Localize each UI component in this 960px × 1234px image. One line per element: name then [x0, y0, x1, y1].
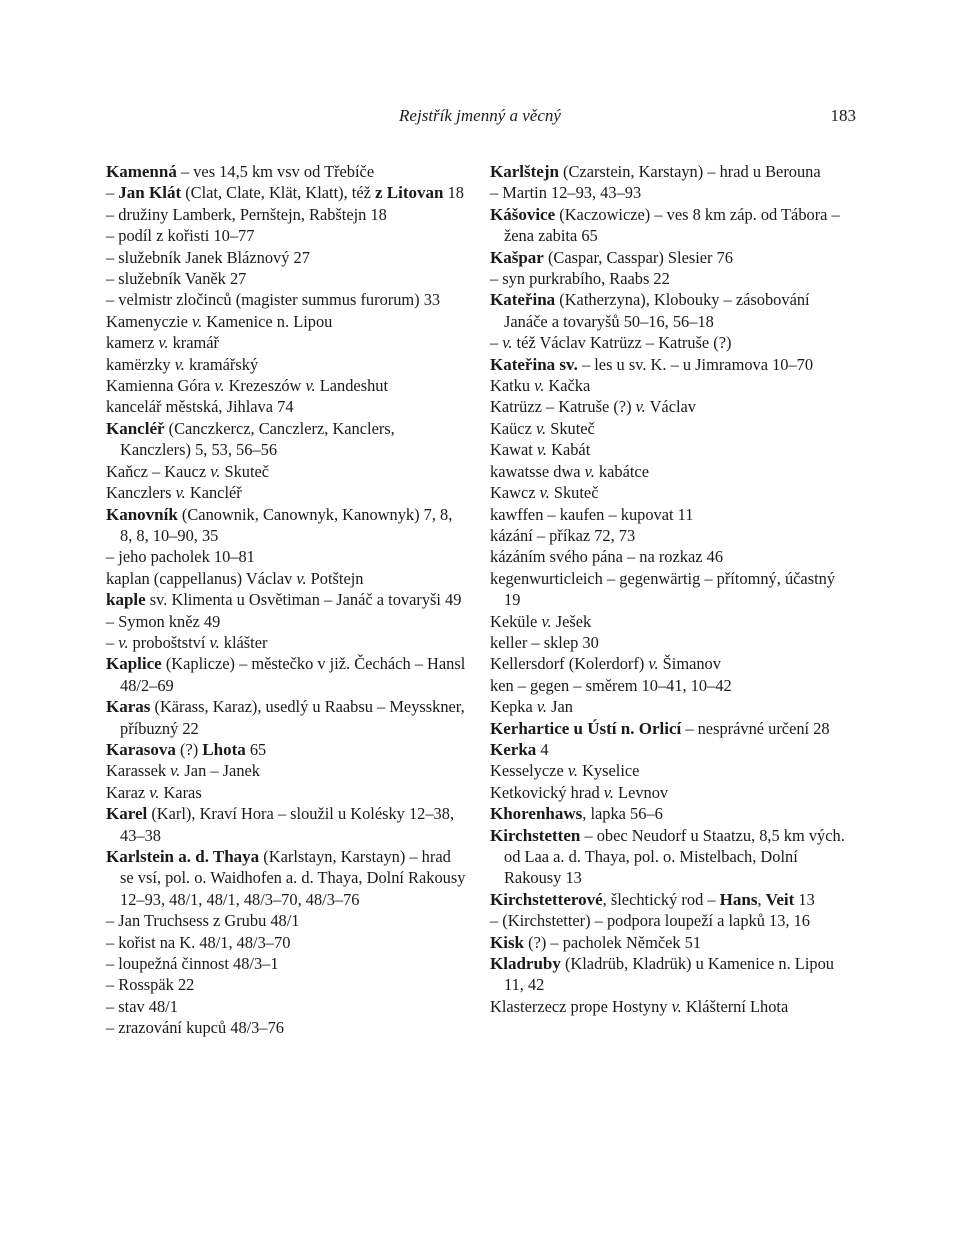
- entry-text: – stav 48/1: [106, 996, 178, 1016]
- entry-text: (?): [175, 739, 203, 759]
- entry-text: Kaňcz – Kaucz: [106, 461, 211, 481]
- entry-text: – velmistr zločinců (magister summus furorum) 33: [106, 290, 441, 310]
- entry-headword: Kanovník: [106, 504, 178, 524]
- index-entry: [490, 782, 852, 803]
- index-entry: [106, 910, 468, 931]
- entry-reference-marker: v.: [209, 632, 220, 652]
- index-entry: [490, 803, 852, 824]
- entry-text: – služebník Vaněk 27: [106, 269, 247, 289]
- index-entry: [106, 696, 468, 739]
- entry-text: – družiny Lamberk, Pernštejn, Rabštejn 18: [106, 204, 387, 224]
- index-entry: [490, 825, 852, 889]
- entry-headword: Kirchstetten: [490, 825, 581, 845]
- entry-text: – obec Neudorf u Staatzu, 8,5 km vých. od Laa a. d. Thaya, pol. o. Mistelbach, Dolní Rakousy 13: [504, 825, 845, 888]
- entry-text: Potštejn: [306, 568, 364, 588]
- index-entry: [490, 910, 852, 931]
- index-entry: [106, 182, 468, 203]
- entry-text: kaplan (cappellanus) Václav: [106, 568, 297, 588]
- index-entry: [490, 546, 852, 567]
- index-entry: [106, 375, 468, 396]
- entry-text: (Karlstayn, Karstayn) – hrad se vsí, pol. o. Waidhofen a. d. Thaya, Dolní Rakousy 12–93, 48/1, 48/1, 48/3–70, 48/3–76: [120, 847, 466, 909]
- index-entry: [106, 611, 468, 632]
- entry-headword: Kateřina sv.: [490, 354, 578, 374]
- entry-reference-marker: v.: [174, 354, 185, 374]
- entry-text: (Clat, Clate, Klät, Klatt), též: [181, 183, 376, 203]
- entry-reference-marker: v.: [296, 568, 307, 588]
- index-entry: [106, 396, 468, 417]
- entry-reference-marker: v.: [535, 418, 547, 438]
- index-entry: [490, 375, 852, 396]
- entry-reference-marker: v.: [175, 483, 186, 503]
- entry-text: Kamienna Góra: [106, 376, 215, 396]
- entry-text: kawffen – kaufen – kupovat 11: [490, 504, 694, 524]
- entry-text: Kamenyczie: [106, 311, 193, 331]
- index-entry: [490, 932, 852, 953]
- index-column-right: [490, 161, 852, 1017]
- entry-text: (Kladrüb, Kladrük) u Kamenice n. Lipou 11, 42: [504, 954, 834, 995]
- entry-text: Kačka: [544, 376, 591, 396]
- index-entry: [106, 974, 468, 995]
- entry-headword: Kladruby: [490, 954, 561, 974]
- entry-text: klášter: [219, 632, 268, 652]
- entry-text: Kancléř: [185, 483, 242, 503]
- entry-headword: Kerka: [490, 739, 537, 759]
- index-entry: [490, 482, 852, 503]
- entry-reference-marker: v.: [170, 761, 181, 781]
- entry-reference-marker: v.: [539, 483, 550, 503]
- index-entry: [106, 161, 468, 182]
- entry-text: Skuteč: [220, 461, 270, 481]
- entry-text: Karassek: [106, 761, 171, 781]
- entry-headword: Kisk: [490, 932, 525, 952]
- index-column-left: [106, 161, 468, 1039]
- index-entry: [490, 653, 852, 674]
- index-entry: [490, 889, 852, 910]
- entry-text: sv. Klimenta u Osvětiman – Janáč a tovaryši 49: [145, 590, 462, 610]
- index-entry: [490, 461, 852, 482]
- entry-text: ken – gegen – směrem 10–41, 10–42: [490, 675, 732, 695]
- index-entry: [106, 932, 468, 953]
- entry-headword: Veit: [765, 889, 795, 909]
- entry-reference-marker: v.: [118, 632, 129, 652]
- entry-text: ,: [757, 889, 766, 909]
- entry-text: kegenwurticleich – gegenwärtig – přítomný, účastný 19: [490, 568, 836, 610]
- entry-reference-marker: v.: [541, 611, 552, 631]
- entry-text: – Rosspäk 22: [106, 975, 195, 995]
- entry-text: Jan – Janek: [180, 761, 260, 781]
- entry-text: (Caspar, Casspar) Slesier 76: [543, 247, 733, 267]
- entry-text: Krezeszów: [224, 376, 306, 396]
- entry-reference-marker: v.: [536, 440, 548, 460]
- entry-reference-marker: v.: [149, 782, 160, 802]
- entry-headword: Jan Klát: [118, 183, 182, 203]
- entry-text: Kanczlers: [106, 483, 176, 503]
- entry-text: Katku: [490, 376, 535, 396]
- entry-text: – jeho pacholek 10–81: [106, 547, 255, 567]
- entry-reference-marker: v.: [210, 461, 221, 481]
- running-title: Rejstřík jmenný a věcný: [399, 106, 561, 125]
- entry-reference-marker: v.: [603, 782, 614, 802]
- entry-text: Katrüzz – Katruše (?): [490, 397, 636, 417]
- entry-text: – zrazování kupců 48/3–76: [106, 1018, 284, 1038]
- index-entry: [106, 354, 468, 375]
- entry-text: – syn purkrabího, Raabs 22: [490, 269, 670, 289]
- entry-headword: Kašpar: [490, 247, 544, 267]
- entry-text: kancelář městská, Jihlava 74: [106, 397, 294, 417]
- index-entry: [106, 589, 468, 610]
- index-entry: [106, 546, 468, 567]
- entry-text: –: [106, 183, 119, 203]
- entry-reference-marker: v.: [536, 697, 548, 717]
- entry-headword: Karel: [106, 804, 148, 824]
- entry-reference-marker: v.: [584, 461, 595, 481]
- entry-text: Ketkovický hrad: [490, 782, 604, 802]
- entry-text: (Karl), Kraví Hora – sloužil u Kolésky 12–38, 43–38: [120, 804, 455, 845]
- index-entry: [490, 204, 852, 247]
- entry-reference-marker: v.: [648, 654, 659, 674]
- entry-text: 13: [794, 889, 815, 909]
- entry-text: 4: [536, 739, 549, 759]
- running-header: [0, 106, 960, 130]
- entry-text: Kepka: [490, 697, 537, 717]
- index-entry: [490, 996, 852, 1017]
- entry-text: (Canczkercz, Canczlerz, Kanclers, Kanczlers) 5, 53, 56–56: [120, 418, 395, 460]
- entry-text: (Katherzyna), Klobouky – zásobování Janáče a tovaryšů 50–16, 56–18: [504, 290, 810, 331]
- entry-headword: z Litovan: [375, 183, 444, 203]
- entry-text: Kamenice n. Lipou: [202, 311, 333, 331]
- entry-reference-marker: v.: [158, 333, 169, 353]
- entry-text: Jan: [547, 697, 573, 717]
- entry-text: – loupežná činnost 48/3–1: [106, 954, 279, 974]
- entry-text: Kellersdorf (Kolerdorf): [490, 654, 649, 674]
- index-entry: [106, 247, 468, 268]
- entry-reference-marker: v.: [671, 996, 682, 1016]
- index-entry: [106, 332, 468, 353]
- index-entry: [106, 760, 468, 781]
- entry-text: – kořist na K. 48/1, 48/3–70: [106, 932, 291, 952]
- entry-text: – služebník Janek Bláznový 27: [106, 247, 310, 267]
- index-entry: [490, 182, 852, 203]
- entry-text: –: [106, 632, 119, 652]
- index-entry: [106, 653, 468, 696]
- entry-text: Kabát: [547, 440, 591, 460]
- entry-text: (Kärass, Karaz), usedlý u Raabsu – Meysskner, příbuzný 22: [120, 697, 465, 738]
- index-entry: [490, 268, 852, 289]
- entry-text: (Kaplicze) – městečko v již. Čechách – Hansl 48/2–69: [120, 654, 466, 695]
- entry-headword: Khorenhaws: [490, 804, 583, 824]
- entry-text: – Martin 12–93, 43–93: [490, 183, 642, 203]
- entry-text: (?) – pacholek Němček 51: [524, 932, 702, 952]
- entry-text: Karaz: [106, 782, 150, 802]
- entry-text: kamerz: [106, 333, 159, 353]
- entry-text: kramář: [168, 333, 219, 353]
- entry-headword: Kaplice: [106, 654, 162, 674]
- index-entry: [490, 525, 852, 546]
- entry-text: kamërzky: [106, 354, 175, 374]
- entry-headword: Lhota: [202, 739, 246, 759]
- index-entry: [106, 803, 468, 846]
- entry-headword: Kášovice: [490, 204, 556, 224]
- entry-text: proboštství: [128, 632, 210, 652]
- entry-text: Ješek: [551, 611, 592, 631]
- entry-text: – podíl z kořisti 10–77: [106, 226, 255, 246]
- entry-text: keller – sklep 30: [490, 632, 599, 652]
- entry-reference-marker: v.: [214, 376, 225, 396]
- index-entry: [490, 504, 852, 525]
- entry-text: Skuteč: [546, 418, 595, 438]
- entry-headword: Hans: [719, 889, 758, 909]
- index-entry: [490, 675, 852, 696]
- page-number: 183: [830, 106, 856, 125]
- entry-text: Kyselice: [577, 761, 640, 781]
- index-entry: [106, 418, 468, 461]
- entry-headword: Karasova: [106, 739, 176, 759]
- entry-text: –: [490, 333, 503, 353]
- index-entry: [490, 439, 852, 460]
- index-entry: [490, 332, 852, 353]
- index-entry: [490, 418, 852, 439]
- entry-text: – nesprávné určení 28: [681, 718, 830, 738]
- entry-headword: Kancléř: [106, 418, 165, 438]
- entry-text: Skuteč: [549, 483, 599, 503]
- index-entry: [106, 1017, 468, 1038]
- index-entry: [106, 461, 468, 482]
- entry-reference-marker: v.: [305, 376, 316, 396]
- entry-text: – Symon kněz 49: [106, 611, 221, 631]
- entry-text: Kawcz: [490, 483, 540, 503]
- index-entry: [490, 739, 852, 760]
- entry-headword: Karas: [106, 697, 151, 717]
- index-entry: [490, 953, 852, 996]
- entry-text: , šlechtický rod –: [602, 889, 720, 909]
- entry-text: (Kaczowicze) – ves 8 km záp. od Tábora – žena zabita 65: [504, 204, 840, 246]
- index-entry: [106, 996, 468, 1017]
- index-entry: [490, 161, 852, 182]
- entry-text: Šimanov: [658, 654, 721, 674]
- index-entry: [490, 247, 852, 268]
- index-entry: [490, 718, 852, 739]
- index-entry: [106, 482, 468, 503]
- entry-text: Levnov: [613, 782, 669, 802]
- entry-text: , lapka 56–6: [582, 804, 663, 824]
- entry-headword: Karlstein a. d. Thaya: [106, 847, 260, 866]
- entry-headword: Kateřina: [490, 290, 556, 310]
- index-entry: [106, 289, 468, 310]
- entry-headword: Kamenná: [106, 162, 177, 181]
- entry-text: Kaücz: [490, 418, 536, 438]
- entry-headword: Kerhartice u Ústí n. Orlicí: [490, 718, 682, 738]
- index-entry: [106, 953, 468, 974]
- entry-text: Václav: [645, 397, 696, 417]
- entry-reference-marker: v.: [635, 397, 646, 417]
- index-entry: [106, 311, 468, 332]
- index-entry: [106, 568, 468, 589]
- index-entry: [490, 568, 852, 611]
- index-entry: [106, 739, 468, 760]
- entry-text: – les u sv. K. – u Jimramova 10–70: [577, 354, 814, 374]
- entry-text: (Czarstein, Karstayn) – hrad u Berouna: [558, 162, 821, 181]
- entry-headword: Karlštejn: [490, 162, 559, 181]
- entry-text: – ves 14,5 km vsv od Třebíče: [176, 162, 375, 181]
- entry-reference-marker: v.: [567, 761, 578, 781]
- index-entry: [490, 632, 852, 653]
- entry-text: (Canownik, Canownyk, Kanownyk) 7, 8, 8, 8, 10–90, 35: [120, 504, 453, 545]
- entry-text: – Jan Truchsess z Grubu 48/1: [106, 911, 300, 931]
- index-entry: [490, 354, 852, 375]
- entry-text: 65: [245, 739, 267, 759]
- index-entry: [490, 760, 852, 781]
- index-entry: [106, 225, 468, 246]
- index-entry: [106, 204, 468, 225]
- entry-text: Klášterní Lhota: [681, 996, 789, 1016]
- index-entry: [106, 782, 468, 803]
- entry-text: kázání – příkaz 72, 73: [490, 525, 636, 545]
- entry-text: též Václav Katrüzz – Katruše (?): [512, 333, 732, 353]
- entry-text: kawatsse dwa: [490, 461, 585, 481]
- index-entry: [106, 268, 468, 289]
- index-entry: [490, 289, 852, 332]
- index-entry: [106, 846, 468, 910]
- index-entry: [490, 611, 852, 632]
- index-entry: [106, 632, 468, 653]
- entry-text: Klasterzecz prope Hostyny: [490, 996, 672, 1016]
- entry-reference-marker: v.: [192, 311, 203, 331]
- entry-headword: Kirchstetterové: [490, 889, 603, 909]
- entry-text: kabátce: [594, 461, 649, 481]
- entry-text: kramářský: [184, 354, 259, 374]
- index-entry: [106, 504, 468, 547]
- entry-text: Kesselycze: [490, 761, 568, 781]
- entry-reference-marker: v.: [502, 333, 513, 353]
- index-entry: [490, 396, 852, 417]
- entry-headword: kaple: [106, 590, 146, 610]
- entry-text: 18: [443, 183, 464, 203]
- index-entry: [490, 696, 852, 717]
- entry-text: Kawat: [490, 440, 537, 460]
- entry-text: – (Kirchstetter) – podpora loupeží a lapků 13, 16: [490, 911, 810, 931]
- entry-text: kázáním svého pána – na rozkaz 46: [490, 547, 724, 567]
- entry-text: Karas: [159, 782, 202, 802]
- entry-text: Landeshut: [315, 376, 389, 396]
- entry-text: Keküle: [490, 611, 542, 631]
- entry-reference-marker: v.: [534, 376, 545, 396]
